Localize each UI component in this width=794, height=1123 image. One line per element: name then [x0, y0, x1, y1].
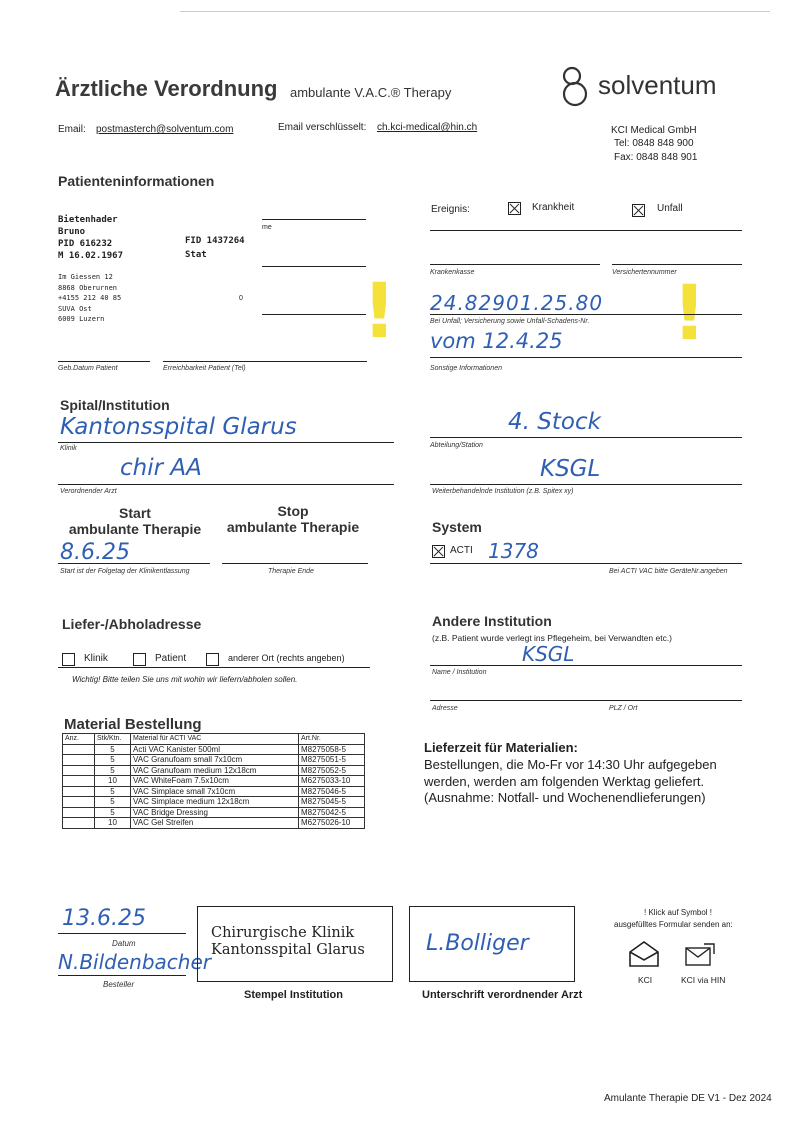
unterschrift-caption: Unterschrift verordnender Arzt [422, 989, 583, 1001]
abteilung-line [430, 437, 742, 438]
datum-line [58, 933, 186, 934]
material-qty-cell[interactable] [63, 744, 95, 755]
lieferzeit-title: Lieferzeit für Materialien: [424, 740, 578, 755]
hw-klinik: Kantonsspital Glarus [60, 414, 297, 440]
email-label: Email: [58, 124, 86, 135]
versnr-line [612, 264, 742, 265]
email-encrypted-link[interactable]: ch.kci-medical@hin.ch [377, 122, 478, 133]
acti-caption: Bei ACTI VAC bitte GeräteNr.angeben [609, 568, 728, 575]
envelope-hin-icon[interactable] [684, 940, 716, 973]
other-name-caption: Name / Institution [432, 669, 487, 676]
material-table-wrap [62, 733, 365, 829]
patient-label-block [58, 214, 123, 262]
material-pack-cell: 5 [95, 755, 131, 766]
material-pack-cell: 5 [95, 744, 131, 755]
start-heading-1: Start [119, 505, 151, 521]
dob-line [58, 361, 150, 362]
reach-line [163, 361, 367, 362]
patient-fid-block [185, 234, 245, 262]
col-artnr: Art.Nr. [299, 734, 365, 745]
table-row [63, 797, 365, 808]
weiter-line [430, 484, 742, 485]
system-line [430, 563, 742, 564]
event-label: Ereignis: [431, 204, 470, 215]
material-pack-cell: 10 [95, 818, 131, 829]
kasse-line [430, 264, 600, 265]
patient-name-first: Bruno [58, 227, 86, 237]
kasse-caption: Krankenkasse [430, 269, 475, 276]
material-name-cell: Acti VAC Kanister 500ml [131, 744, 299, 755]
patient-stray-zero: 0 [239, 295, 243, 302]
stamp-text [211, 925, 365, 959]
material-qty-cell[interactable] [63, 765, 95, 776]
hw-start-date: 8.6.25 [60, 540, 130, 565]
material-qty-cell[interactable] [63, 776, 95, 787]
delivery-note: Wichtig! Bitte teilen Sie uns mit wohin wir liefern/abholen sollen. [72, 675, 298, 684]
stop-heading-2: ambulante Therapie [226, 519, 360, 535]
stop-heading [222, 503, 364, 535]
material-qty-cell[interactable] [63, 797, 95, 808]
patient-option-label: Patient [155, 653, 187, 664]
stempel-caption: Stempel Institution [244, 989, 343, 1001]
patient-fid: FID 1437264 [185, 236, 245, 246]
krankheit-checkbox[interactable] [508, 200, 521, 218]
stamp-line-1: Chirurgische Klinik [211, 925, 355, 941]
signature-box [409, 906, 575, 982]
patient-sex-dob: M 16.02.1967 [58, 251, 124, 261]
arzt-caption: Verordnender Arzt [60, 488, 117, 495]
brand-name: solventum [598, 70, 717, 100]
send-hint: ausgefülltes Formular senden an: [614, 920, 733, 929]
stamp-box [197, 906, 393, 982]
hw-station: 4. Stock [508, 409, 601, 435]
table-row [63, 744, 365, 755]
unfall-label: Unfall [657, 203, 683, 214]
reach-caption: Erreichbarkeit Patient (Tel) [163, 365, 246, 372]
hw-order-date: 13.6.25 [62, 906, 146, 931]
anderer-ort-label: anderer Ort (rechts angeben) [228, 653, 345, 663]
patient-stray-text: me [262, 224, 272, 231]
klinik-caption: Klinik [60, 445, 77, 452]
material-section-title: Material Bestellung [64, 716, 202, 733]
form-title: Ärztliche Verordnung [55, 76, 278, 101]
adresse-caption: Adresse [432, 705, 458, 712]
lieferzeit-line-3: (Ausnahme: Notfall- und Wochenendlieferungen) [424, 790, 706, 805]
hw-vom-date: vom 12.4.25 [430, 329, 563, 353]
sonstige-line [430, 357, 742, 358]
other-note: (z.B. Patient wurde verlegt ins Pflegeheim, bei Verwandten etc.) [432, 633, 673, 643]
patient-insurer-city: 6009 Luzern [58, 315, 105, 323]
material-artnr-cell: M8275042-5 [299, 807, 365, 818]
patient-insurer: SUVA Ost [58, 304, 92, 313]
start-caption: Start ist der Folgetag der Klinikentlassung [60, 568, 190, 575]
other-name-line [430, 665, 742, 666]
top-rule [180, 11, 770, 12]
event-line-1 [430, 230, 742, 231]
datum-caption: Datum [112, 939, 136, 948]
table-row [63, 776, 365, 787]
material-qty-cell[interactable] [63, 818, 95, 829]
material-artnr-cell: M8275045-5 [299, 797, 365, 808]
table-row [63, 765, 365, 776]
envelope-kci-icon[interactable] [628, 940, 660, 973]
hw-other-institution: KSGL [522, 642, 575, 666]
lieferzeit-text [424, 757, 717, 807]
col-material: Material für ACTI VAC [131, 734, 299, 745]
patient-section-title: Patienteninformationen [58, 173, 215, 189]
material-artnr-cell: M6275033-10 [299, 776, 365, 787]
company-name: KCI Medical GmbH [611, 125, 697, 136]
col-stk: Stk/Ktn. [95, 734, 131, 745]
stop-line [222, 563, 368, 564]
table-row [63, 755, 365, 766]
sonstige-caption: Sonstige Informationen [430, 365, 502, 372]
patient-phone: +4155 212 40 85 [58, 294, 122, 302]
patient-line-2 [262, 266, 366, 267]
table-row [63, 818, 365, 829]
system-title: System [432, 519, 482, 535]
material-name-cell: VAC Gel Streifen [131, 818, 299, 829]
acti-checkbox[interactable] [432, 543, 445, 561]
klinik-option-label: Klinik [84, 653, 108, 664]
klick-hint: ! Klick auf Symbol ! [644, 908, 713, 917]
besteller-caption: Besteller [103, 980, 135, 989]
plz-caption: PLZ / Ort [609, 705, 638, 712]
patient-name-last: Bietenhader [58, 215, 118, 225]
patient-street: Im Giessen 12 [58, 273, 113, 281]
patient-stat: Stat [185, 250, 207, 260]
yellow-mark-left: ! [362, 266, 397, 355]
material-name-cell: VAC Bridge Dressing [131, 807, 299, 818]
abteilung-caption: Abteilung/Station [430, 442, 483, 449]
spital-section-title: Spital/Institution [60, 397, 170, 413]
material-qty-cell[interactable] [63, 786, 95, 797]
kci-hin-label: KCI via HIN [681, 975, 726, 985]
dob-caption: Geb.Datum Patient [58, 365, 118, 372]
material-qty-cell[interactable] [63, 807, 95, 818]
other-section-title: Andere Institution [432, 613, 552, 629]
material-pack-cell: 5 [95, 797, 131, 808]
company-tel: Tel: 0848 848 900 [614, 138, 694, 149]
form-subtitle: ambulante V.A.C.® Therapy [290, 85, 452, 100]
arzt-line [58, 484, 394, 485]
patient-pid: PID 616232 [58, 239, 113, 249]
kci-label: KCI [638, 975, 653, 985]
unfall-caption: Bei Unfall; Versicherung sowie Unfall-Schadens-Nr. [430, 318, 590, 325]
delivery-section-title: Liefer-/Abholadresse [62, 616, 202, 632]
table-row [63, 786, 365, 797]
patient-line-3 [262, 314, 366, 315]
material-name-cell: VAC Simplace small 7x10cm [131, 786, 299, 797]
col-anz: Anz. [63, 734, 95, 745]
material-pack-cell: 5 [95, 807, 131, 818]
yellow-mark-right: ! [672, 268, 707, 357]
stamp-line-2: Kantonsspital Glarus [211, 942, 365, 958]
patient-address-block [58, 272, 121, 325]
patient-line-1 [262, 219, 366, 220]
start-heading [64, 505, 206, 537]
material-name-cell: VAC WhiteFoam 7.5x10cm [131, 776, 299, 787]
lieferzeit-line-2: werden, werden am folgenden Werktag geliefert. [424, 773, 705, 789]
material-table [62, 733, 365, 829]
table-row [63, 807, 365, 818]
krankheit-label: Krankheit [532, 202, 575, 213]
versnr-caption: Versichertennummer [612, 269, 677, 276]
lieferzeit-line-1: Bestellungen, die Mo-Fr vor 14:30 Uhr aufgegeben [424, 757, 717, 772]
hw-acti-number: 1378 [488, 539, 539, 563]
material-pack-cell: 5 [95, 786, 131, 797]
hw-insurance-number: 24.82901.25.80 [430, 291, 604, 315]
material-artnr-cell: M8275046-5 [299, 786, 365, 797]
klinik-line [58, 442, 394, 443]
other-address-line [430, 700, 742, 701]
material-name-cell: VAC Granufoam medium 12x18cm [131, 765, 299, 776]
unfall-line [430, 314, 742, 315]
material-name-cell: VAC Granufoam small 7x10cm [131, 755, 299, 766]
material-artnr-cell: M8275058-5 [299, 744, 365, 755]
material-pack-cell: 5 [95, 765, 131, 776]
hw-signature: L.Bolliger [426, 931, 529, 956]
stop-heading-1: Stop [277, 503, 309, 519]
material-artnr-cell: M8275051-5 [299, 755, 365, 766]
besteller-line [58, 975, 186, 976]
solventum-logo-icon [560, 64, 594, 113]
email-link[interactable]: postmasterch@solventum.com [96, 124, 234, 135]
company-fax: Fax: 0848 848 901 [614, 152, 698, 163]
hw-besteller: N.Bildenbacher [58, 950, 211, 974]
delivery-line [58, 667, 370, 668]
hw-arzt: chir AA [120, 455, 202, 481]
material-artnr-cell: M6275026-10 [299, 818, 365, 829]
material-artnr-cell: M8275052-5 [299, 765, 365, 776]
material-qty-cell[interactable] [63, 755, 95, 766]
weiter-caption: Weiterbehandelnde Institution (z.B. Spitex xy) [432, 488, 574, 495]
stop-caption: Therapie Ende [268, 568, 314, 575]
unfall-checkbox[interactable] [632, 202, 645, 220]
email-encrypted-label: Email verschlüsselt: [278, 122, 367, 133]
acti-label: ACTI [450, 545, 473, 556]
material-name-cell: VAC Simplace medium 12x18cm [131, 797, 299, 808]
start-line [58, 563, 210, 564]
form-version: Amulante Therapie DE V1 - Dez 2024 [604, 1093, 772, 1104]
patient-city: 8868 Oberurnen [58, 283, 118, 292]
material-pack-cell: 10 [95, 776, 131, 787]
hw-weiterbehandelnd: KSGL [540, 456, 601, 482]
start-heading-2: ambulante Therapie [68, 521, 202, 537]
